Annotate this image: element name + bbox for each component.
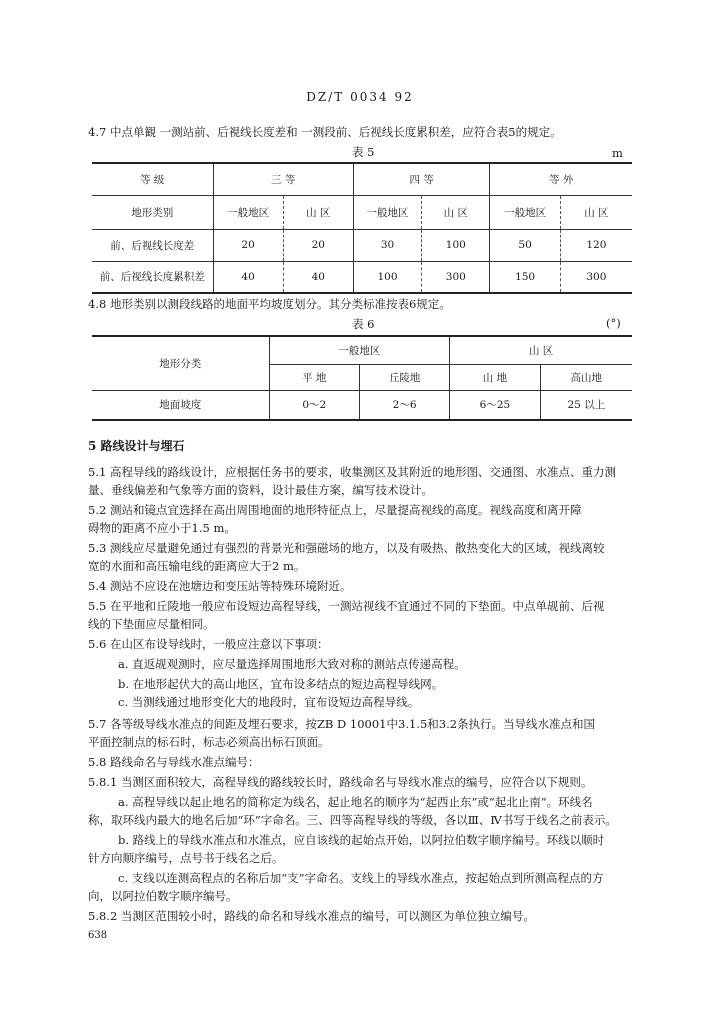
table-5-grade-out: 等 外 (490, 163, 632, 195)
table-5 (92, 162, 632, 294)
body-line: 针方向顺序编号，点号书于线名之后。 (88, 851, 284, 865)
body-line: 线的下垫面应尽量相同。 (88, 617, 215, 631)
table-5-terrain-cell: 一般地区 (213, 195, 283, 229)
table-6-group-mountain: 山 区 (450, 336, 632, 364)
table-5-row-label: 前、后视线长度累积差 (92, 261, 213, 293)
table-6-sub: 山 地 (450, 364, 540, 390)
table-5-grade-label: 等 级 (140, 173, 165, 186)
table-5-cell: 20 (213, 229, 283, 261)
body-line: 5.1 高程导线的路线设计，应根据任务书的要求，收集测区及其附近的地形图、交通图、水准点、重力测 (88, 465, 616, 479)
body-line: 碍物的距离不应小于1.5 m。 (88, 521, 236, 535)
body-line-item: c. 支线以连测高程点的名称后加“支”字命名。支线上的导线水准点，按起始点到所测高程点的方 (118, 871, 604, 885)
body-line-item: a. 高程导线以起止地名的简称定为线名，起止地名的顺序为“起西止东”或“起北止南”。环线名 (118, 795, 593, 809)
table-5-cell: 100 (353, 261, 421, 293)
page-number: 638 (88, 930, 108, 941)
body-line: 5.8 路线命名与导线水准点编号： (88, 755, 260, 769)
body-line: 5.3 测线应尽量避免通过有强烈的背景光和强磁场的地方，以及有吸热、散热变化大的区域，视线离较 (88, 541, 605, 555)
body-line: 5.5 在平地和丘陵地一般应布设短边高程导线，一测站视线不宜通过不同的下垫面。中点单觇前、后视 (88, 599, 605, 613)
body-line: 5.6 在山区布设导线时，一般应注意以下事项： (88, 637, 329, 651)
table-6-cell: 6～25 (450, 390, 540, 420)
table-6-caption: 表 6 (352, 317, 375, 331)
table-5-cell: 40 (283, 261, 353, 293)
table-6-group-general: 一般地区 (269, 336, 450, 364)
section-5-heading: 5 路线设计与埋石 (88, 439, 185, 453)
table-6-cell: 0～2 (269, 390, 359, 420)
body-line: 量、垂线偏差和气象等方面的资料，设计最佳方案，编写技术设计。 (88, 483, 433, 497)
table-5-terrain-cell: 一般地区 (490, 195, 560, 229)
body-line: 宽的水面和高压输电线的距离应大于2 m。 (88, 559, 306, 573)
body-line: 5.7 各等级导线水准点的间距及埋石要求，按ZB D 10001中3.1.5和3.2条执行。当导线水准点和国 (88, 717, 596, 731)
table-5-terrain-cell: 山 区 (560, 195, 632, 229)
table-6-sub: 高山地 (540, 364, 632, 390)
table-5-cell: 30 (353, 229, 421, 261)
table-6-cell: 25 以上 (540, 390, 632, 420)
running-header: DZ/T 0034 92 (306, 90, 414, 104)
table-5-cell: 150 (490, 261, 560, 293)
table-6-sub: 平 地 (269, 364, 359, 390)
table-5-cell: 120 (560, 229, 632, 261)
table-5-cell: 300 (560, 261, 632, 293)
table-5-terrain-label: 地形类别 (92, 195, 213, 229)
table-5-unit: m (612, 146, 623, 160)
table-6-unit: (°) (606, 316, 621, 330)
table-6 (92, 335, 632, 421)
table-5-terrain-cell: 一般地区 (353, 195, 421, 229)
table-5-cell: 300 (422, 261, 490, 293)
body-line: 5.4 测站不应设在池塘边和变压站等特殊环境附近。 (88, 579, 352, 593)
table-6-cell: 2～6 (359, 390, 449, 420)
table-5-cell: 100 (422, 229, 490, 261)
body-line: 称，取环线内最大的地名后加“环”字命名。三、四等高程导线的等级，各以Ⅲ、Ⅳ书写于线名之前表示。 (88, 813, 617, 827)
body-line: 平面控制点的标石时，标志必须高出标石顶面。 (88, 735, 330, 749)
section-4-8-text: 4.8 地形类别以测段线路的地面平均坡度划分。其分类标准按表6规定。 (88, 297, 451, 311)
table-5-row-label: 前、后视线长度差 (92, 229, 213, 261)
section-4-7-text: 4.7 中点单観 一测站前、后視线长度差和 一测段前、后视线长度累积差，应符合表5的规定。 (88, 125, 562, 139)
table-5-terrain-cell: 山 区 (283, 195, 353, 229)
body-line-item: b. 在地形起伏大的高山地区，宜布设多结点的短边高程导线网。 (118, 677, 444, 691)
body-line: 5.8.1 当测区面积较大，高程导线的路线较长时，路线命名与导线水准点的编号，应符合以下规则。 (88, 775, 593, 789)
table-5-grade-4: 四 等 (353, 163, 490, 195)
body-line-item: b. 路线上的导线水准点和水准点，应自该线的起始点开始，以阿拉伯数字顺序编号。环线以顺时 (118, 833, 605, 847)
table-5-cell: 40 (213, 261, 283, 293)
body-line-item: a. 直返觇观测时，应尽量选择周围地形大致对称的测站点传递高程。 (118, 657, 466, 671)
table-6-row-label: 地面坡度 (92, 390, 269, 420)
table-6-sub: 丘陵地 (359, 364, 449, 390)
table-5-caption: 表 5 (352, 145, 375, 159)
body-line: 5.2 测站和镜点宜选择在高出周围地面的地形特征点上，尽量提高视线的高度。视线高度和离开障 (88, 503, 582, 517)
table-6-row-header: 地形分类 (159, 357, 202, 370)
table-5-cell: 20 (283, 229, 353, 261)
body-line: 5.8.2 当测区范围较小时，路线的命名和导线水准点的编号，可以测区为单位独立编号。 (88, 909, 535, 923)
body-line: 向，以阿拉伯数字顺序编号。 (88, 889, 238, 903)
table-5-terrain-cell: 山 区 (422, 195, 490, 229)
table-5-grade-3: 三 等 (213, 163, 353, 195)
body-line-item: c. 当测线通过地形变化大的地段时，宜布设短边高程导线。 (118, 695, 420, 709)
table-5-cell: 50 (490, 229, 560, 261)
